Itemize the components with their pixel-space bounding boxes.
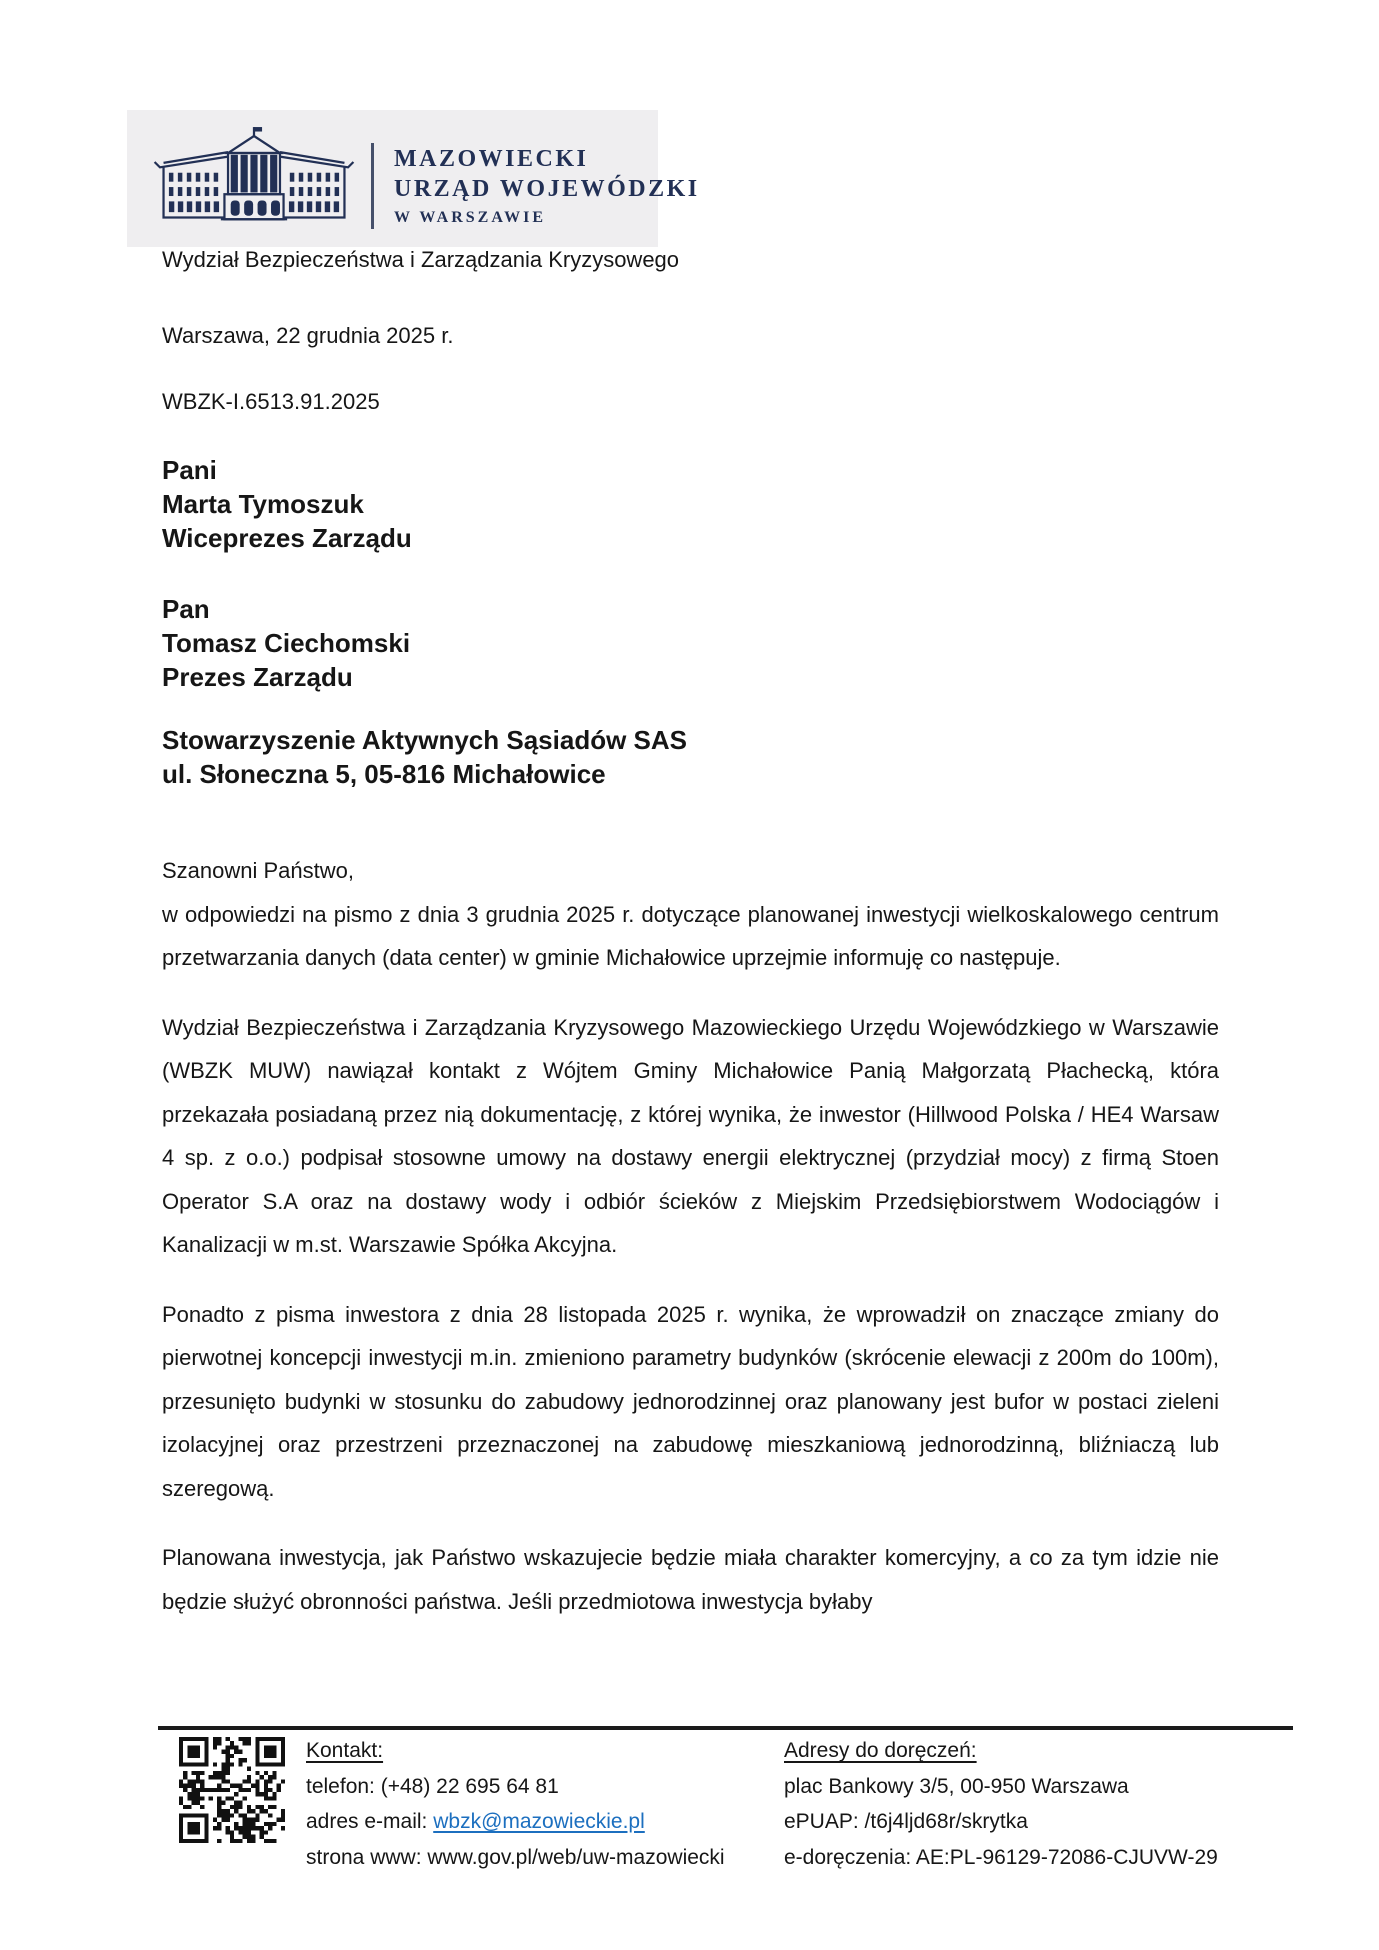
contact-email-prefix: adres e-mail:: [306, 1810, 434, 1833]
paragraph-1-text: w odpowiedzi na pismo z dnia 3 grudnia 2025 r. dotyczące planowanej inwestycji wielkoskalowego centrum przetwarzania danych (data center) w gminie Michałowice uprzejmie informuję co następuje.: [162, 901, 1219, 970]
recipient-2-title: Pan: [162, 594, 210, 624]
recipient-1: [162, 453, 687, 555]
letterhead: [127, 110, 700, 247]
paragraph-3: Ponadto z pisma inwestora z dnia 28 listopada 2025 r. wynika, że wprowadził on znaczące zmiany do pierwotnej koncepcji inwestycji m.in. zmieniono parametry budynków (skrócenie elewacji z 200m do 100m), przesunięto budynki w stosunku do zabudowy jednorodzinnej oraz planowany jest bufor w postaci zieleni izolacyjnej oraz przestrzeni przeznaczonej na zabudowę mieszkaniową jednorodzinną, bliźniaczą lub szeregową.: [162, 1301, 1219, 1501]
paragraph-4: Planowana inwestycja, jak Państwo wskazujecie będzie miała charakter komercyjny, a co za tym idzie nie będzie służyć obronności państwa. Jeśli przedmiotowa inwestycja byłaby: [162, 1545, 1219, 1614]
delivery-label: Adresy do doręczeń:: [784, 1739, 977, 1762]
organization-name: Stowarzyszenie Aktywnych Sąsiadów SAS: [162, 725, 687, 755]
recipient-1-name: Marta Tymoszuk: [162, 489, 364, 519]
email-link[interactable]: wbzk@mazowieckie.pl: [433, 1810, 645, 1833]
recipient-1-role: Wiceprezes Zarządu: [162, 523, 412, 553]
recipient-2-role: Prezes Zarządu: [162, 662, 353, 692]
org-name-line3: W WARSZAWIE: [394, 209, 547, 226]
place-date-line: Warszawa, 22 grudnia 2025 r.: [162, 323, 454, 348]
contact-www: strona www: www.gov.pl/web/uw-mazowiecki: [306, 1845, 725, 1869]
organization-address: ul. Słoneczna 5, 05-816 Michałowice: [162, 759, 606, 789]
contact-phone: telefon: (+48) 22 695 64 81: [306, 1774, 559, 1798]
reference-number: WBZK-I.6513.91.2025: [162, 389, 380, 414]
recipient-1-title: Pani: [162, 455, 217, 485]
delivery-epuap: ePUAP: /t6j4ljd68r/skrytka: [784, 1810, 1028, 1833]
contact-label: Kontakt:: [306, 1739, 384, 1762]
recipient-2-name: Tomasz Ciechomski: [162, 628, 411, 658]
letter-body: [162, 849, 1219, 1623]
org-wordmark: [394, 144, 700, 229]
org-name-line2: URZĄD WOJEWÓDZKI: [394, 176, 700, 202]
footer-divider-rule: [158, 1726, 1293, 1730]
government-building-icon: [151, 122, 357, 236]
qr-code: [179, 1737, 285, 1843]
department-line: Wydział Bezpieczeństwa i Zarządzania Kryzysowego: [162, 247, 680, 272]
recipient-organization: [162, 723, 687, 791]
recipient-2: [162, 592, 687, 694]
delivery-edelivery: e-doręczenia: AE:PL-96129-72086-CJUVW-29: [784, 1845, 1218, 1869]
org-name-line1: MAZOWIECKI: [394, 146, 589, 172]
footer-contact-section: [306, 1733, 725, 1875]
delivery-address: plac Bankowy 3/5, 00-950 Warszawa: [784, 1774, 1129, 1798]
footer-delivery-section: [784, 1733, 1218, 1875]
paragraph-2: Wydział Bezpieczeństwa i Zarządzania Kryzysowego Mazowieckiego Urzędu Wojewódzkiego w Warszawie (WBZK MUW) nawiązał kontakt z Wójtem Gminy Michałowice Panią Małgorzatą Płachecką, która przekazała posiadaną przez nią dokumentację, z której wynika, że inwestor (Hillwood Polska / HE4 Warsaw 4 sp. z o.o.) podpisał stosowne umowy na dostawy energii elektrycznej (przydział mocy) z firmą Stoen Operator S.A oraz na dostawy wody i odbiór ścieków z Miejskim Przedsiębiorstwem Wodociągów i Kanalizacji w m.st. Warszawie Spółka Akcyjna.: [162, 1014, 1219, 1257]
letterhead-divider: [371, 143, 374, 229]
paragraph-1: [162, 849, 1219, 980]
salutation: Szanowni Państwo,: [162, 858, 354, 883]
contact-email-line: [306, 1804, 725, 1840]
recipient-block: [162, 453, 687, 791]
